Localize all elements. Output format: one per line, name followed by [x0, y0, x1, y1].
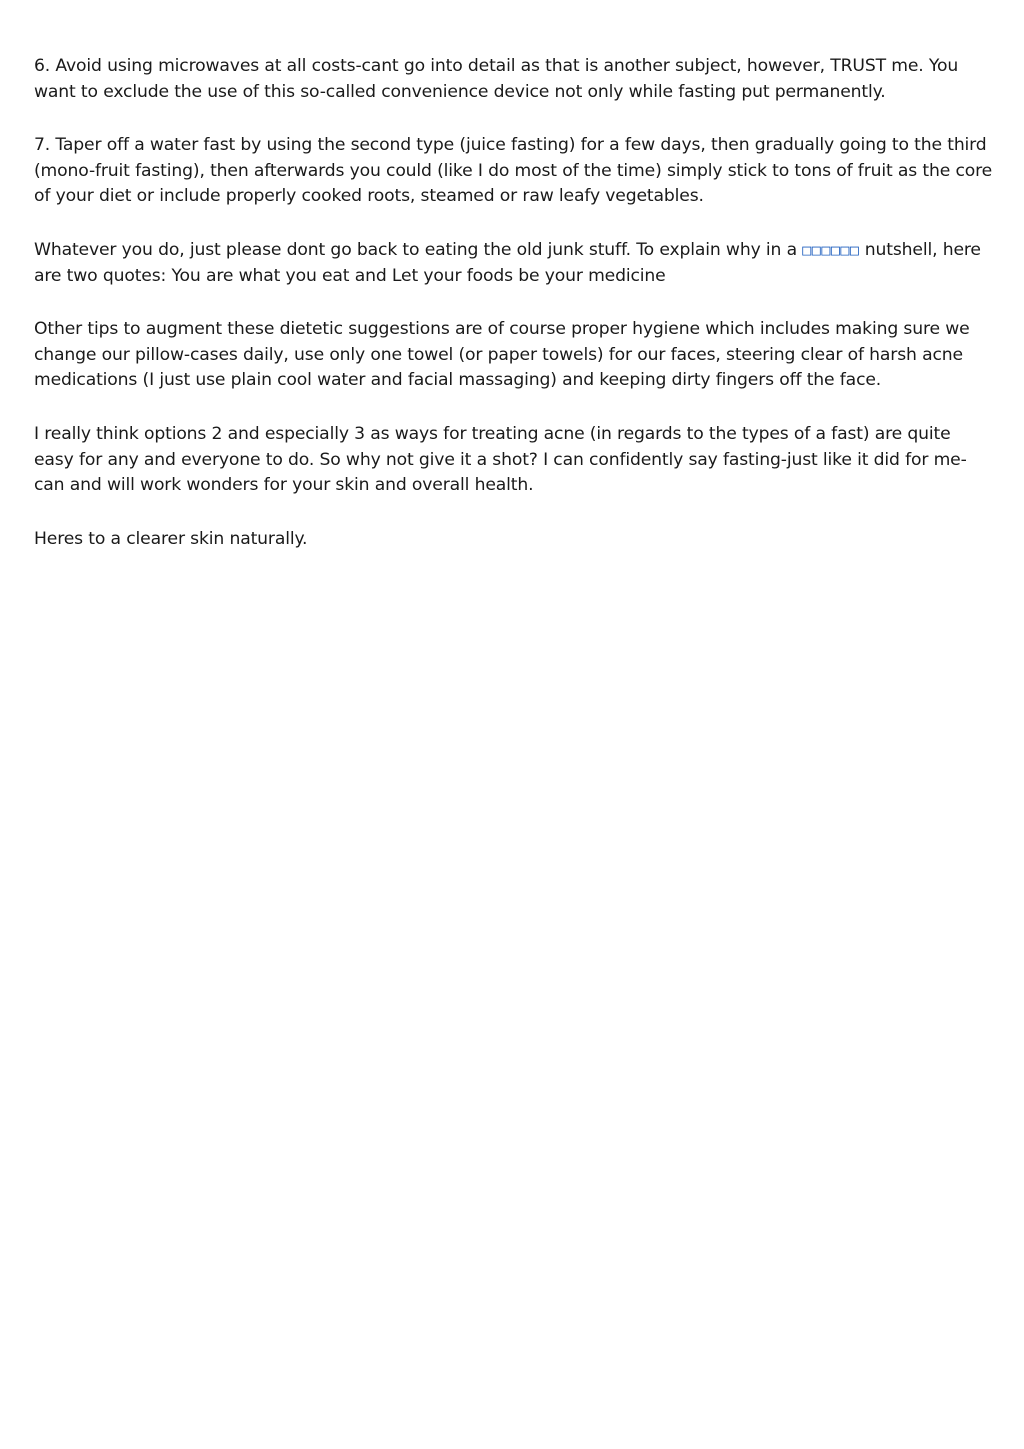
paragraph-whatever	[34, 238, 994, 289]
document-page	[34, 54, 994, 580]
paragraph-tip-7: 7. Taper off a water fast by using the second type (juice fasting) for a few days, then gradually going to the third (mono-fruit fasting), then afterwards you could (like I do most of the time) simply stick to tons of fruit as the core of your diet or include properly cooked roots, steamed or raw leafy vegetables.	[34, 135, 993, 207]
paragraph-closing: Heres to a clearer skin naturally.	[34, 528, 308, 549]
inline-link-label: □□□□□□	[802, 240, 860, 259]
paragraph-other-tips: Other tips to augment these dietetic suggestions are of course proper hygiene which includes making sure we change our pillow-cases daily, use only one towel (or paper towels) for our faces, steering clear of harsh acne medications (I just use plain cool water and facial massaging) and keeping dirty fingers off the face.	[34, 319, 970, 391]
paragraph-tip-6: 6. Avoid using microwaves at all costs-cant go into detail as that is another subject, however, TRUST me. You want to exclude the use of this so-called convenience device not only while fasting put permanently.	[34, 56, 959, 102]
paragraph-whatever-text-start: Whatever you do, just please dont go back to eating the old junk stuff. To explain why in a	[34, 239, 803, 260]
paragraph-options: I really think options 2 and especially 3 as ways for treating acne (in regards to the types of a fast) are quite easy for any and everyone to do. So why not give it a shot? I can confidently say fasting-just like it did for me-can and will work wonders for your skin and overall health.	[34, 423, 967, 496]
paragraph-whatever-text-end: nutshell, here are two quotes: You are what you eat and Let your foods be your medicine	[34, 239, 981, 286]
inline-link[interactable]	[802, 240, 859, 260]
